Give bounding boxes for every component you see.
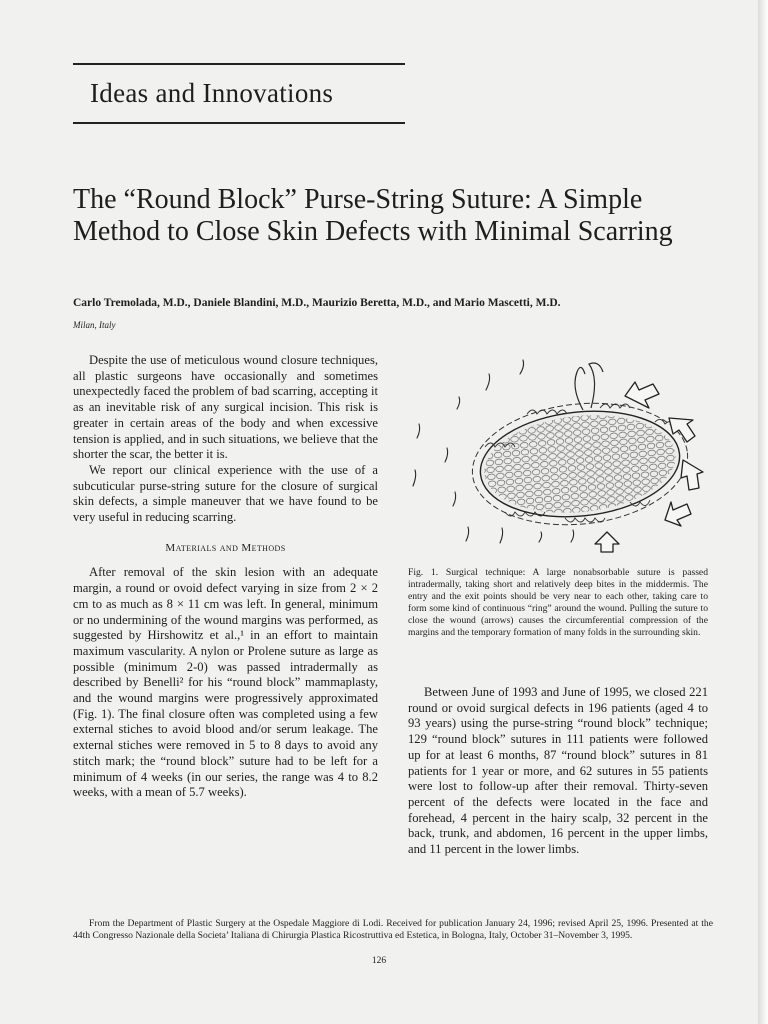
materials-methods-heading: Materials and Methods	[165, 541, 286, 554]
section-bottom-rule	[73, 122, 405, 124]
article-title: The “Round Block” Purse-String Suture: A Simple Method to Close Skin Defects with Minimal Scarring	[73, 184, 673, 247]
left-column	[73, 353, 378, 801]
right-column	[408, 685, 708, 858]
footnote	[73, 918, 713, 942]
top-rule	[73, 63, 405, 65]
figure-caption: Fig. 1. Surgical technique: A large nonabsorbable suture is passed intradermally, taking short and relatively deep bites in the middermis. The entry and the exit points should be very near to each other, taking care to form some kind of continuous “ring” around the wound. Pulling the suture to close the wound (arrows) causes the circumferential compression of the margins and the temporary formation of many folds in the surrounding skin.	[408, 567, 708, 639]
page-edge	[758, 0, 768, 1024]
purse-string-suture-figure	[405, 352, 715, 562]
intro-paragraph-2: We report our clinical experience with the use of a subcuticular purse-string suture for the closure of surgical skin defects, a simple maneuver that we have found to be very useful in reducing scarring.	[73, 462, 378, 525]
section-label: Ideas and Innovations	[90, 78, 334, 108]
affiliation: Milan, Italy	[73, 320, 116, 330]
intro-paragraph-1: Despite the use of meticulous wound closure techniques, all plastic surgeons have occasionally and sometimes unexpectedly faced the problem of bad scarring, accepting it as an inevitable risk of any surgical incision. This risk is greater in certain areas of the body and when excessive tension is applied, and in such situations, we believe that the shorter the scar, the better it is.	[73, 353, 378, 462]
results-paragraph: Between June of 1993 and June of 1995, we closed 221 round or ovoid surgical defects in 196 patients (aged 4 to 93 years) using the purse-string “round block” technique; 129 “round block” sutures in 111 patients were followed up for at least 6 months, 87 “round block” sutures in 81 patients for 1 year or more, and 62 sutures in 55 patients were lost to follow-up after their removal. Thirty-seven percent of the defects were located in the face and forehead, 4 percent in the hairy scalp, 32 percent in the back, trunk, and abdomen, 16 percent in the upper limbs, and 11 percent in the lower limbs.	[408, 685, 708, 857]
materials-paragraph: After removal of the skin lesion with an adequate margin, a round or ovoid defect varying in size from 2 × 2 cm to as much as 8 × 11 cm was left. In general, minimum or no undermining of the wound margins was performed, as suggested by Hirshowitz et al.,¹ in an effort to maintain maximum vascularity. A nylon or Prolene suture as large as possible (minimum 2-0) was passed intradermally as described by Benelli² for his “round block” mammaplasty, and the wound margins were progressively approximated (Fig. 1). The final closure often was completed using a few external stiches to avoid blood and/or serum leakage. The external stiches were removed in 5 to 8 days to avoid any stitch mark; the “round block” suture had to be left for a minimum of 4 weeks (in our series, the range was 4 to 8.2 weeks, with a mean of 5.7 weeks).	[73, 565, 378, 800]
page-number: 126	[371, 956, 387, 966]
author-list: Carlo Tremolada, M.D., Daniele Blandini, M.D., Maurizio Beretta, M.D., and Mario Mascetti, M.D.	[73, 297, 561, 309]
footnote-text: From the Department of Plastic Surgery at the Ospedale Maggiore di Lodi. Received for publication January 24, 1996; revised April 25, 1996. Presented at the 44th Congresso Nazionale della Societa’ Italiana di Chirurgia Plastica Ricostruttiva ed Estetica, in Bologna, Italy, October 31–November 3, 1995.	[73, 918, 713, 941]
